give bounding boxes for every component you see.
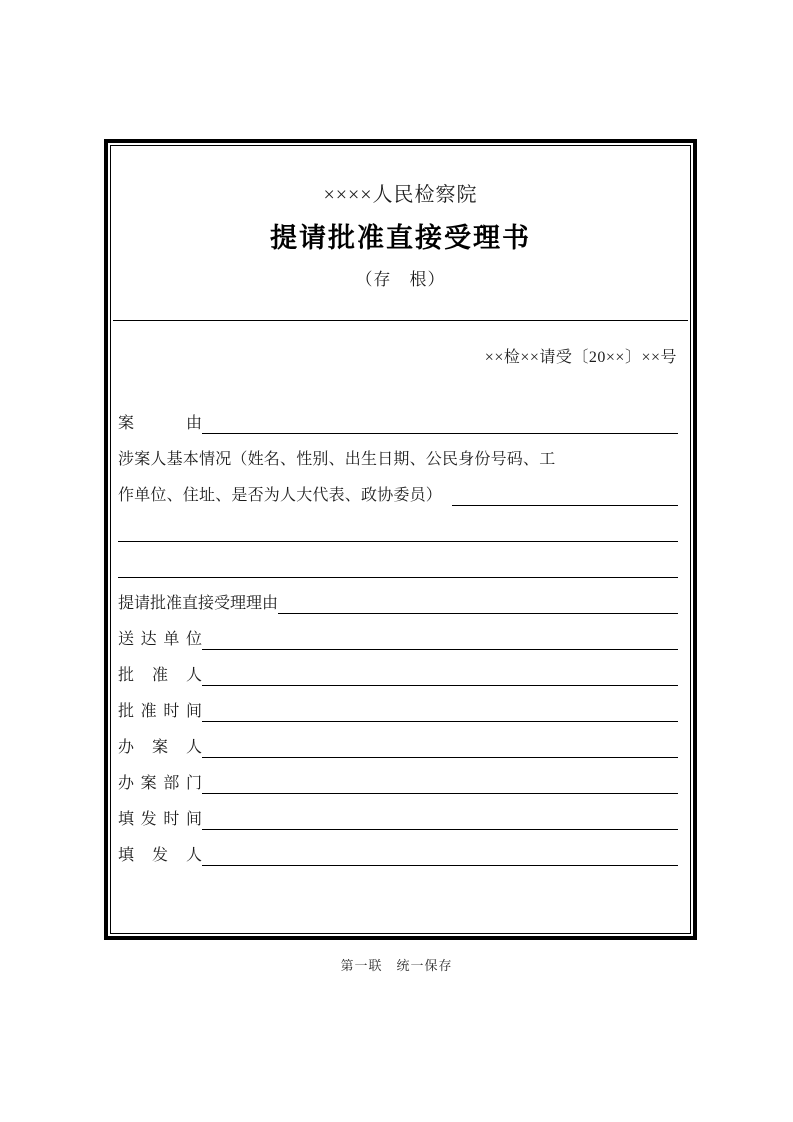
- page-title: 提请批准直接受理书: [270, 223, 531, 253]
- copy-label: （存 根）: [355, 270, 446, 289]
- reason-input[interactable]: [278, 613, 678, 614]
- approval-time-input[interactable]: [202, 721, 678, 722]
- document-body: [113, 321, 688, 931]
- field-row-case-department: [118, 761, 678, 797]
- field-row-case-handler: [118, 725, 678, 761]
- case-department-label: 办 案 部 门: [118, 775, 202, 792]
- delivery-unit-label: 送 达 单 位: [118, 631, 202, 648]
- person-info-input[interactable]: [452, 505, 678, 506]
- page-footer: 第一联 统一保存: [340, 958, 453, 973]
- approver-label: 批 准 人: [118, 667, 202, 684]
- case-reason-input[interactable]: [202, 433, 678, 434]
- person-info-text-1: 涉案人基本情况（姓名、性别、出生日期、公民身份号码、工: [118, 451, 556, 468]
- form-fields: [118, 401, 678, 869]
- reason-label: 提请批准直接受理理由: [118, 595, 279, 612]
- approval-time-label: 批 准 时 间: [118, 703, 202, 720]
- issuer-input[interactable]: [202, 865, 678, 866]
- issue-time-input[interactable]: [202, 829, 678, 830]
- field-row-case-reason: [118, 401, 678, 437]
- case-department-input[interactable]: [202, 793, 678, 794]
- field-row-delivery-unit: [118, 617, 678, 653]
- field-row-issuer: [118, 833, 678, 869]
- field-person-info: [118, 437, 678, 509]
- field-row-approval-time: [118, 689, 678, 725]
- field-row-issue-time: [118, 797, 678, 833]
- case-reason-label: 案 由: [118, 415, 202, 432]
- issue-time-label: 填 发 时 间: [118, 811, 202, 828]
- person-info-text-2: 作单位、住址、是否为人大代表、政协委员）: [118, 487, 443, 504]
- field-row-reason: [118, 581, 678, 617]
- issuer-label: 填 发 人: [118, 847, 202, 864]
- case-handler-input[interactable]: [202, 757, 678, 758]
- blank-rule-row-2: [118, 545, 678, 581]
- person-info-line-2: [118, 473, 678, 509]
- case-handler-label: 办 案 人: [118, 739, 202, 756]
- person-info-extra-line-1[interactable]: [118, 541, 678, 542]
- field-row-approver: [118, 653, 678, 689]
- organization-name: ××××人民检察院: [323, 184, 478, 206]
- document-border-frame: [104, 139, 697, 940]
- person-info-extra-line-2[interactable]: [118, 577, 678, 578]
- person-info-line-1: [118, 437, 678, 473]
- document-number: ××检××请受〔20××〕××号: [484, 349, 677, 366]
- blank-rule-row-1: [118, 509, 678, 545]
- document-header: [113, 148, 688, 321]
- approver-input[interactable]: [202, 685, 678, 686]
- delivery-unit-input[interactable]: [202, 649, 678, 650]
